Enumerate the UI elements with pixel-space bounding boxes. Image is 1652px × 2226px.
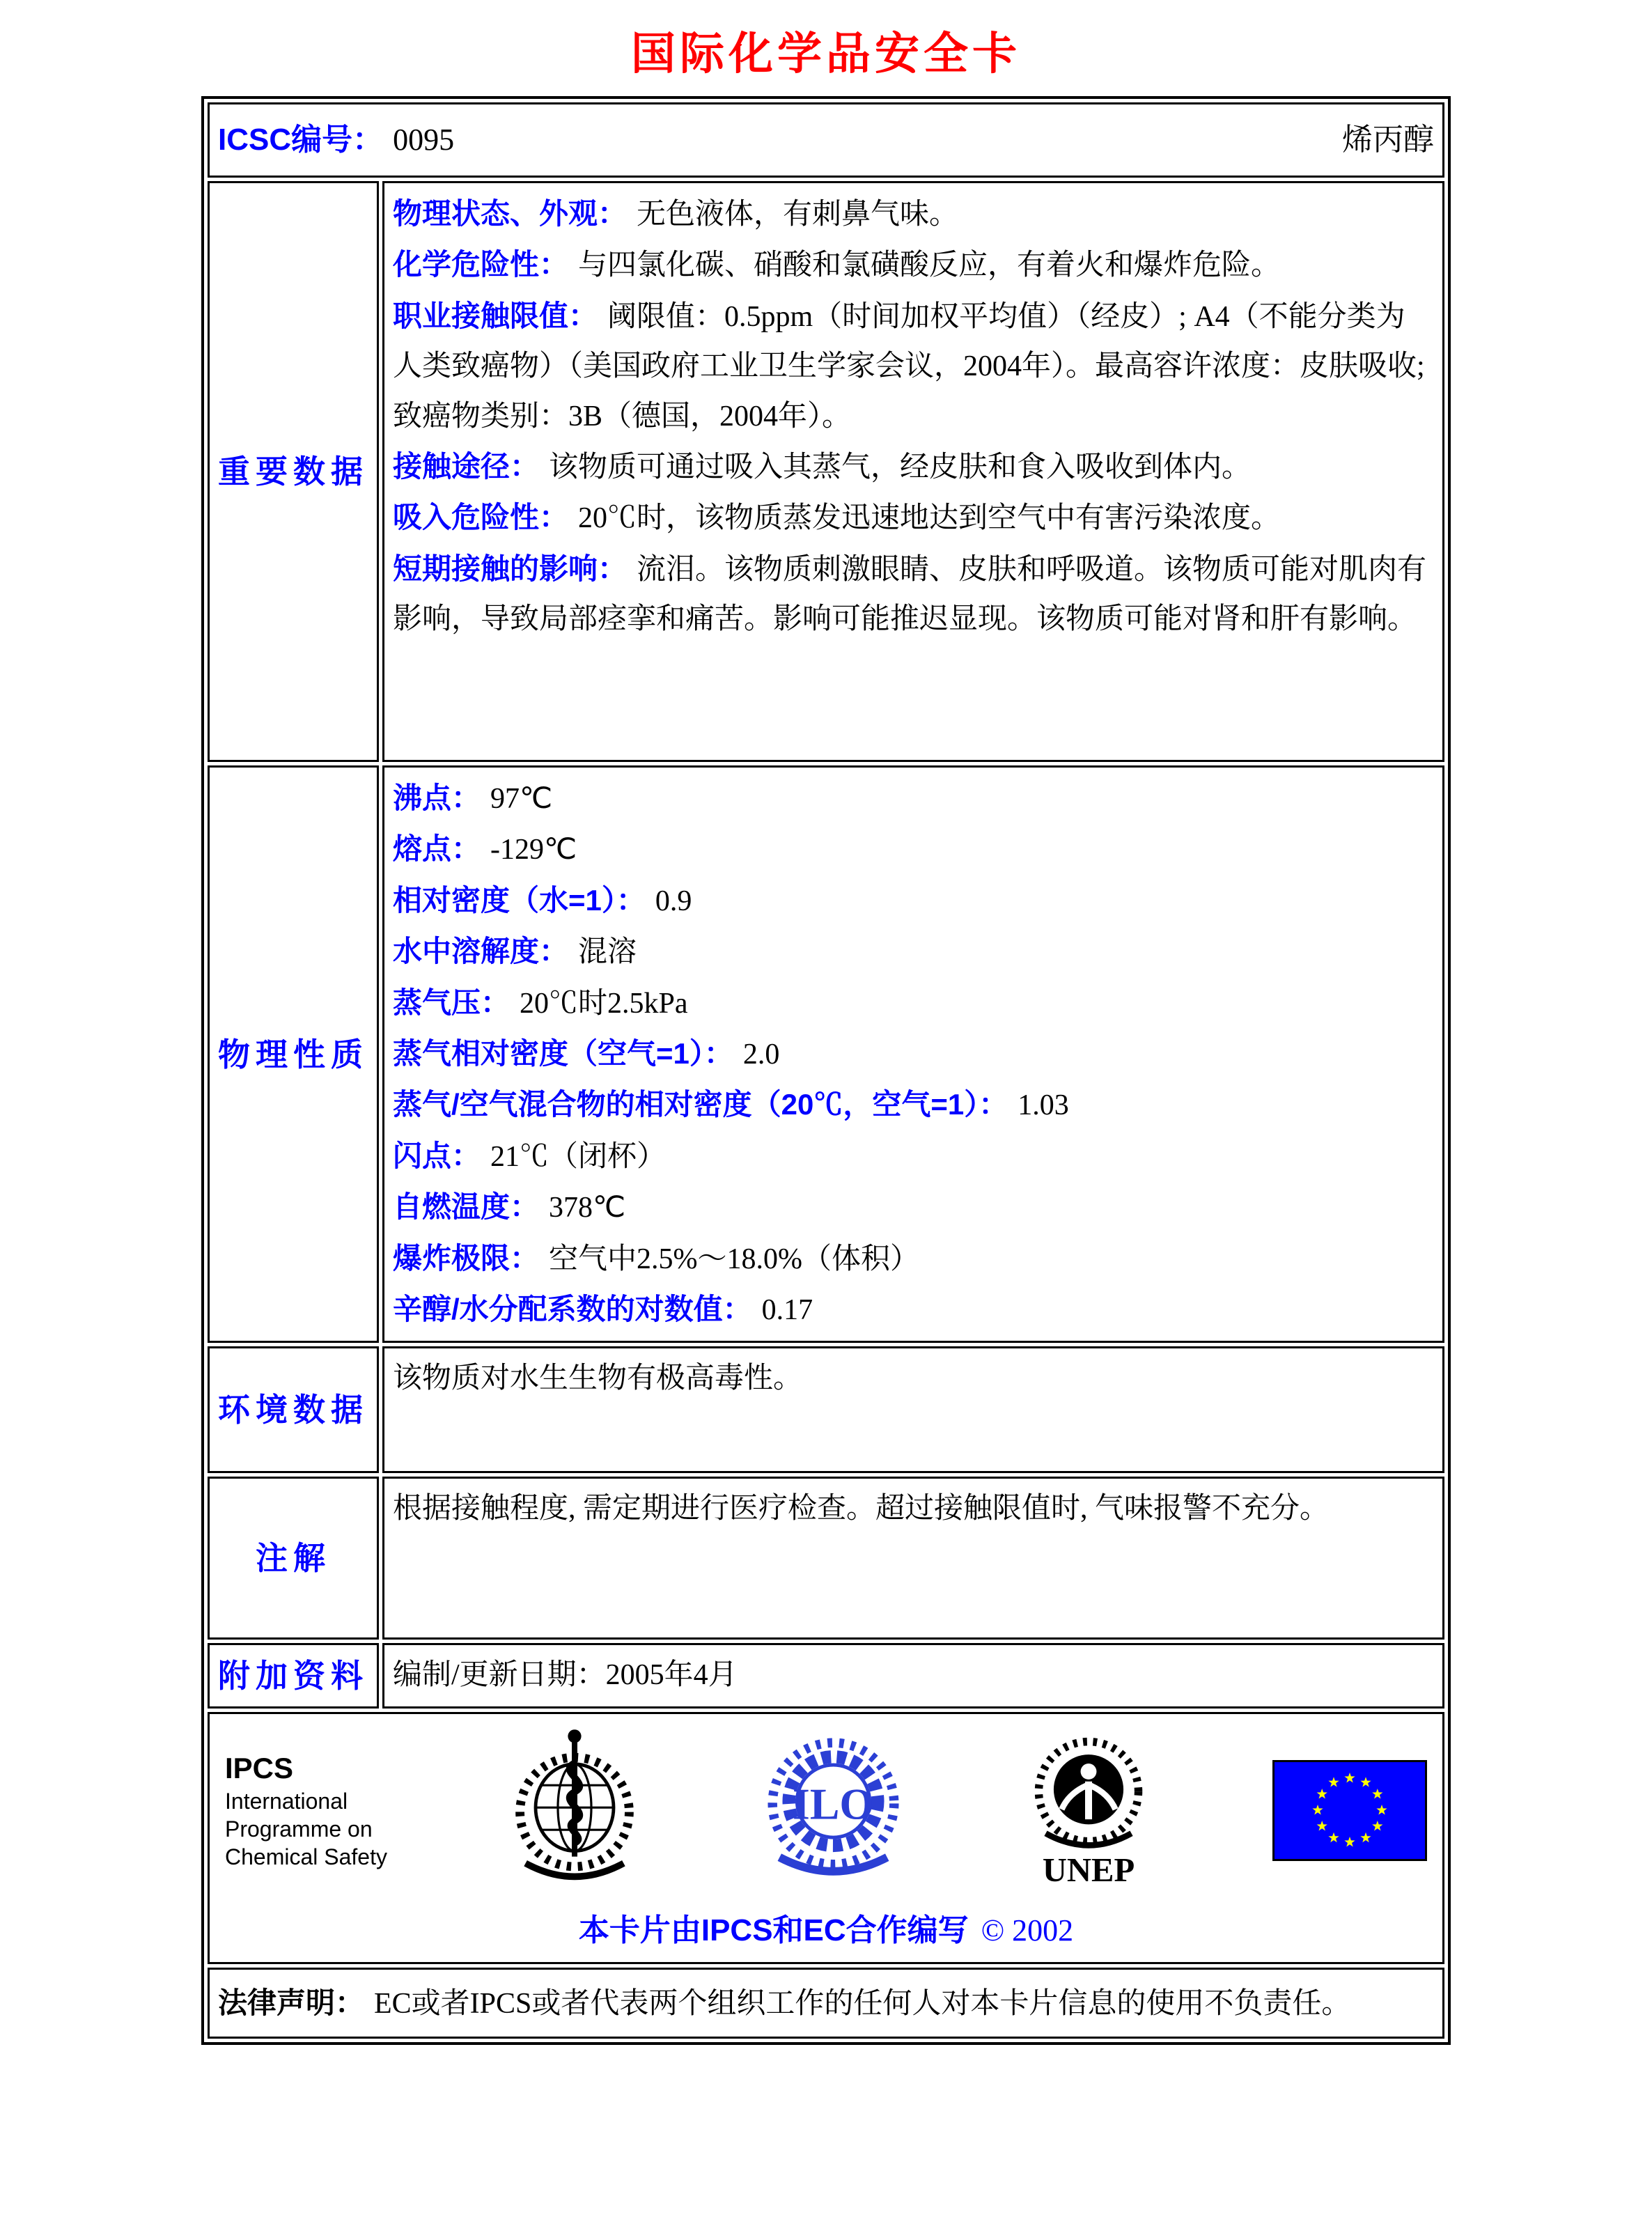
icsc-number-group xyxy=(218,114,454,166)
property-label: 水中溶解度： xyxy=(393,935,569,968)
property-value: 0.17 xyxy=(761,1293,813,1326)
item-label: 短期接触的影响： xyxy=(393,552,628,585)
property-line xyxy=(393,1029,1434,1080)
item-label: 化学危险性： xyxy=(393,248,569,281)
additional-info-row xyxy=(208,1643,1444,1708)
property-label: 蒸气相对密度（空气=1）： xyxy=(393,1036,733,1070)
property-value: 2.0 xyxy=(742,1038,780,1071)
important-data-item xyxy=(393,492,1434,543)
notes-content xyxy=(382,1477,1444,1640)
important-data-item xyxy=(393,240,1434,290)
property-value: 21℃（闭杯） xyxy=(490,1140,667,1173)
property-line xyxy=(393,926,1434,977)
who-logo-icon xyxy=(506,1727,643,1894)
ipcs-acronym: IPCS xyxy=(225,1752,294,1785)
header-row xyxy=(208,102,1444,178)
important-data-row xyxy=(208,181,1444,762)
important-data-row-label: 重要数据 xyxy=(208,181,379,762)
physical-properties-row xyxy=(208,765,1444,1343)
item-label: 吸入危险性： xyxy=(393,501,569,534)
property-value: 空气中2.5%～18.0%（体积） xyxy=(549,1243,919,1275)
legal-row xyxy=(208,1968,1444,2039)
item-label: 接触途径： xyxy=(393,449,540,483)
icsc-number-label: ICSC编号： xyxy=(218,122,384,157)
property-line xyxy=(393,1233,1434,1284)
important-data-item xyxy=(393,291,1434,442)
unep-logo-text: UNEP xyxy=(1042,1851,1135,1889)
item-text: 该物质可通过吸入其蒸气，经皮肤和食入吸收到体内。 xyxy=(549,451,1252,483)
legal-text: EC或者IPCS或者代表两个组织工作的任何人对本卡片信息的使用不负责任。 xyxy=(374,1987,1351,2020)
ipcs-line: International xyxy=(225,1788,348,1814)
property-label: 爆炸极限： xyxy=(393,1241,540,1275)
property-value: -129℃ xyxy=(490,834,577,866)
property-line xyxy=(393,1182,1434,1233)
caption-main-text: 本卡片由IPCS和EC合作编写 xyxy=(578,1913,969,1947)
item-text: 流泪。该物质刺激眼睛、皮肤和呼吸道。该物质可能对肌肉有影响，导致局部痉挛和痛苦。影响可能推迟显现。该物质可能对肾和肝有影响。 xyxy=(393,553,1427,636)
page-title: 国际化学品安全卡 xyxy=(631,29,1021,79)
item-text: 无色液体，有刺鼻气味。 xyxy=(637,199,959,231)
logos-row xyxy=(208,1712,1444,1965)
item-label: 职业接触限值： xyxy=(393,299,598,332)
property-label: 辛醇/水分配系数的对数值： xyxy=(393,1292,752,1325)
notes-text: 根据接触程度, 需定期进行医疗检查。超过接触限值时, 气味报警不充分。 xyxy=(393,1493,1330,1525)
header-cell xyxy=(208,102,1444,178)
ipcs-line: Chemical Safety xyxy=(225,1844,387,1869)
environmental-data-text: 该物质对水生生物有极高毒性。 xyxy=(393,1362,803,1395)
legal-label: 法律声明： xyxy=(218,1986,365,2019)
property-line xyxy=(393,978,1434,1029)
additional-info-content xyxy=(382,1643,1444,1708)
property-line xyxy=(393,875,1434,926)
item-text: 与四氯化碳、硝酸和氯磺酸反应，有着火和爆炸危险。 xyxy=(578,249,1281,282)
legal-cell xyxy=(208,1968,1444,2039)
property-value: 混溶 xyxy=(578,936,637,969)
important-data-item xyxy=(393,189,1434,240)
property-value: 97℃ xyxy=(490,783,553,815)
property-value: 378℃ xyxy=(549,1192,626,1224)
property-line xyxy=(393,824,1434,875)
physical-properties-row-label: 物理性质 xyxy=(208,765,379,1343)
property-label: 相对密度（水=1）： xyxy=(393,883,646,917)
item-text: 阈限值：0.5ppm（时间加权平均值）（经皮）; A4（不能分类为人类致癌物）（美国政府工业卫生学家会议，2004年）。最高容许浓度：皮肤吸收; 致癌物类别：3B（德国，2004年）。 xyxy=(393,300,1425,433)
caption-copyright: © 2002 xyxy=(981,1913,1074,1947)
physical-properties-content xyxy=(382,765,1444,1343)
card-caption xyxy=(218,1905,1434,1957)
update-date-value: 2005年4月 xyxy=(605,1659,738,1692)
important-data-item xyxy=(393,544,1434,645)
icsc-number-value: 0095 xyxy=(393,122,455,157)
property-value: 1.03 xyxy=(1018,1089,1069,1122)
property-line xyxy=(393,1284,1434,1335)
ilo-logo-text: ILO xyxy=(793,1779,874,1829)
important-data-item xyxy=(393,442,1434,492)
property-value: 0.9 xyxy=(655,885,692,917)
icsc-card-table xyxy=(201,96,1451,2045)
property-line xyxy=(393,1131,1434,1182)
important-data-content xyxy=(382,181,1444,762)
property-value: 20℃时2.5kPa xyxy=(520,987,688,1020)
property-line xyxy=(393,1080,1434,1130)
environmental-data-content xyxy=(382,1346,1444,1473)
item-text: 20℃时，该物质蒸发迅速地达到空气中有害污染浓度。 xyxy=(578,502,1281,535)
unep-logo-icon xyxy=(1024,1724,1153,1898)
property-label: 熔点： xyxy=(393,832,481,866)
property-label: 沸点： xyxy=(393,781,481,814)
item-label: 物理状态、外观： xyxy=(393,197,628,230)
notes-row-label: 注解 xyxy=(208,1477,379,1640)
logos-cell xyxy=(208,1712,1444,1965)
notes-row xyxy=(208,1477,1444,1640)
property-label: 闪点： xyxy=(393,1139,481,1172)
environmental-data-row-label: 环境数据 xyxy=(208,1346,379,1473)
ipcs-text-block xyxy=(225,1750,387,1871)
property-label: 蒸气压： xyxy=(393,986,511,1019)
property-label: 蒸气/空气混合物的相对密度（20℃，空气=1）： xyxy=(393,1088,1008,1121)
environmental-data-row xyxy=(208,1346,1444,1473)
property-label: 自燃温度： xyxy=(393,1190,540,1224)
eu-flag-icon xyxy=(1272,1760,1427,1861)
additional-info-row-label: 附加资料 xyxy=(208,1643,379,1708)
ipcs-line: Programme on xyxy=(225,1816,373,1842)
chemical-name: 烯丙醇 xyxy=(1342,122,1434,157)
update-date-label: 编制/更新日期： xyxy=(393,1659,606,1692)
ilo-logo-icon xyxy=(762,1729,905,1892)
property-line xyxy=(393,773,1434,824)
